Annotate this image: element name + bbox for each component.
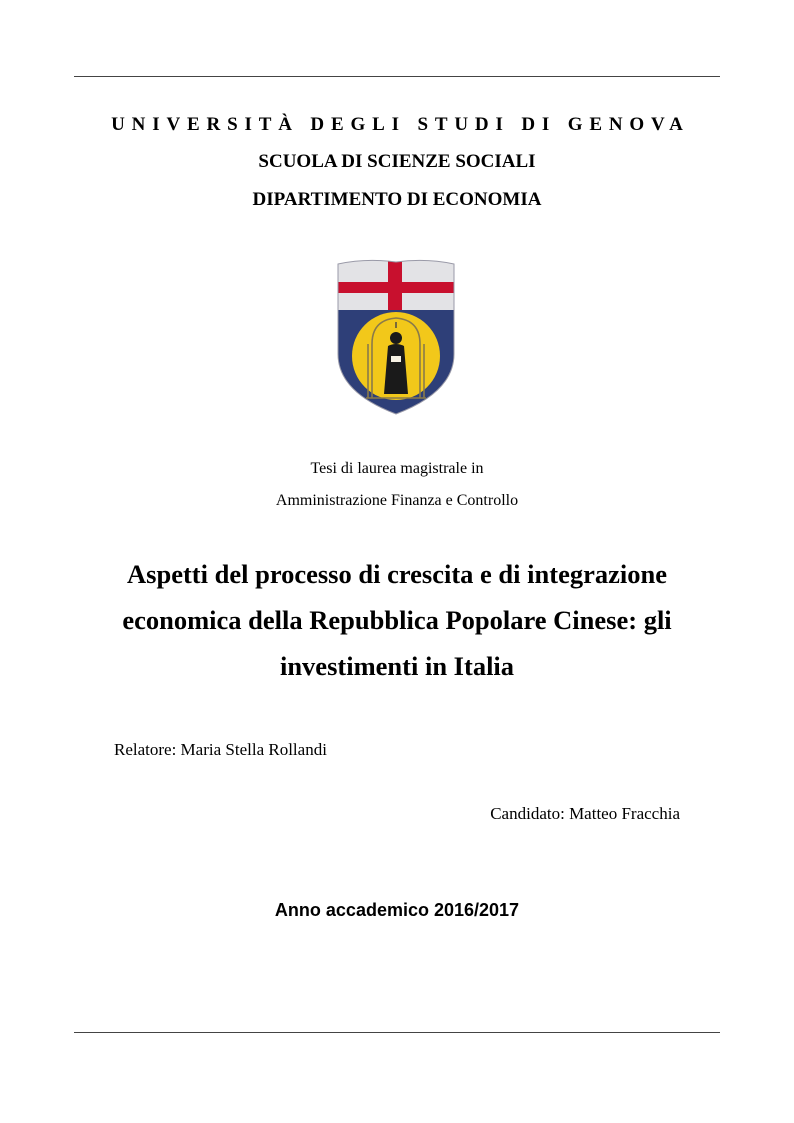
top-divider bbox=[74, 76, 720, 77]
school-name: SCUOLA DI SCIENZE SOCIALI bbox=[258, 151, 536, 172]
crest-cross-horizontal bbox=[336, 282, 456, 293]
supervisor: Relatore: Maria Stella Rollandi bbox=[114, 740, 327, 759]
bottom-divider bbox=[74, 1032, 720, 1033]
department-name: DIPARTIMENTO DI ECONOMIA bbox=[252, 189, 542, 210]
thesis-type: Tesi di laurea magistrale in bbox=[310, 460, 484, 477]
thesis-title: Aspetti del processo di crescita e di integrazione economica della Repubblica Popolare Cinese: gli investimenti in Italia bbox=[122, 559, 672, 681]
university-name: UNIVERSITÀ DEGLI STUDI DI GENOVA bbox=[111, 114, 690, 135]
candidate: Candidato: Matteo Fracchia bbox=[490, 804, 680, 823]
academic-year: Anno accademico 2016/2017 bbox=[274, 900, 520, 920]
university-crest-icon bbox=[336, 258, 456, 416]
degree-program: Amministrazione Finanza e Controllo bbox=[275, 492, 519, 509]
